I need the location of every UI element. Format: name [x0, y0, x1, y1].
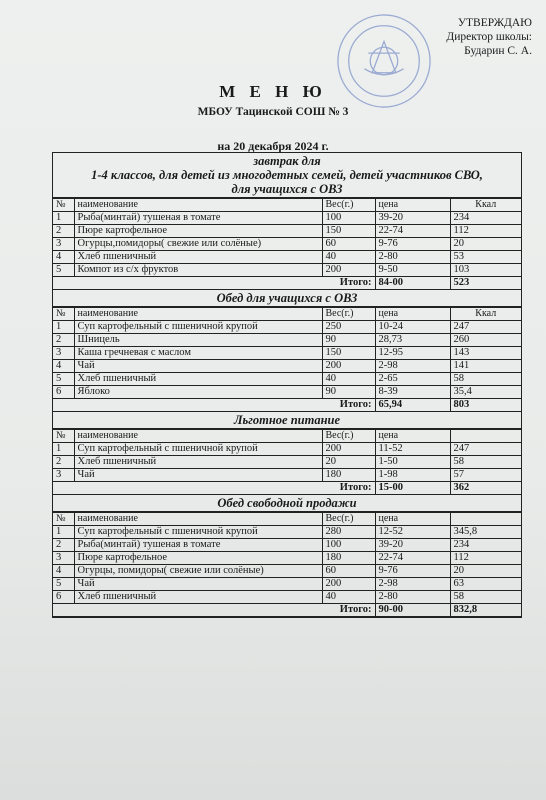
dish-name: Рыба(минтай) тушеная в томате — [74, 212, 322, 225]
column-header: наименование — [74, 199, 322, 212]
dish-price: 39-20 — [375, 539, 450, 552]
row-number: 2 — [53, 539, 74, 552]
row-number: 1 — [53, 212, 74, 225]
section-heading — [53, 412, 521, 429]
section-heading-line: 1-4 классов, для детей из многодетных семей, детей участников СВО, — [91, 168, 483, 182]
column-header — [450, 513, 521, 526]
dish-price: 2-80 — [375, 251, 450, 264]
dish-weight: 200 — [322, 443, 375, 456]
row-number: 5 — [53, 373, 74, 386]
row-number: 1 — [53, 321, 74, 334]
table-row — [53, 264, 521, 277]
dish-kcal: 112 — [450, 225, 521, 238]
table-row — [53, 443, 521, 456]
table-header-row — [53, 308, 521, 321]
dish-name: Пюре картофельное — [74, 225, 322, 238]
dish-name: Огурцы, помидоры( свежие или солёные) — [74, 565, 322, 578]
column-header: наименование — [74, 430, 322, 443]
row-number: 4 — [53, 251, 74, 264]
dish-kcal: 247 — [450, 321, 521, 334]
dish-weight: 60 — [322, 565, 375, 578]
dish-name: Хлеб пшеничный — [74, 251, 322, 264]
dish-name: Хлеб пшеничный — [74, 456, 322, 469]
section-heading — [53, 495, 521, 512]
dish-kcal: 58 — [450, 591, 521, 604]
table-row — [53, 591, 521, 604]
total-price: 84-00 — [375, 277, 450, 290]
dish-kcal: 143 — [450, 347, 521, 360]
dish-kcal: 141 — [450, 360, 521, 373]
dish-name: Яблоко — [74, 386, 322, 399]
dish-price: 9-76 — [375, 238, 450, 251]
total-label: Итого: — [53, 277, 375, 290]
dish-price: 22-74 — [375, 225, 450, 238]
row-number: 5 — [53, 264, 74, 277]
dish-kcal: 260 — [450, 334, 521, 347]
approval-position: Директор школы: — [446, 31, 532, 43]
dish-weight: 150 — [322, 225, 375, 238]
dish-price: 2-80 — [375, 591, 450, 604]
row-number: 6 — [53, 591, 74, 604]
dish-weight: 180 — [322, 552, 375, 565]
row-number: 1 — [53, 443, 74, 456]
column-header: Вес(г.) — [322, 308, 375, 321]
dish-weight: 200 — [322, 578, 375, 591]
section-heading — [53, 290, 521, 307]
table-row — [53, 225, 521, 238]
dish-name: Шницель — [74, 334, 322, 347]
dish-kcal: 103 — [450, 264, 521, 277]
section-table — [53, 512, 521, 617]
dish-kcal: 35,4 — [450, 386, 521, 399]
dish-kcal: 58 — [450, 456, 521, 469]
row-number: 1 — [53, 526, 74, 539]
table-header-row — [53, 430, 521, 443]
row-number: 3 — [53, 469, 74, 482]
table-row — [53, 578, 521, 591]
dish-weight: 100 — [322, 539, 375, 552]
column-header: № — [53, 513, 74, 526]
dish-kcal: 57 — [450, 469, 521, 482]
dish-weight: 250 — [322, 321, 375, 334]
table-row — [53, 238, 521, 251]
dish-weight: 280 — [322, 526, 375, 539]
total-row — [53, 482, 521, 495]
row-number: 3 — [53, 238, 74, 251]
section-table — [53, 307, 521, 412]
page-title: М Е Н Ю — [219, 82, 327, 101]
row-number: 2 — [53, 456, 74, 469]
total-label: Итого: — [53, 482, 375, 495]
total-kcal: 362 — [450, 482, 521, 495]
table-row — [53, 526, 521, 539]
dish-weight: 100 — [322, 212, 375, 225]
dish-weight: 20 — [322, 456, 375, 469]
row-number: 5 — [53, 578, 74, 591]
column-header: цена — [375, 430, 450, 443]
table-row — [53, 334, 521, 347]
section-heading-line: Льготное питание — [233, 413, 341, 427]
column-header: Вес(г.) — [322, 513, 375, 526]
section-table — [53, 198, 521, 290]
section-heading-line: Обед для учащихся с ОВЗ — [216, 291, 358, 305]
dish-price: 2-98 — [375, 578, 450, 591]
section-heading-line: Обед свободной продажи — [217, 496, 357, 510]
column-header: № — [53, 308, 74, 321]
dish-price: 22-74 — [375, 552, 450, 565]
dish-price: 9-76 — [375, 565, 450, 578]
table-row — [53, 565, 521, 578]
column-header: наименование — [74, 308, 322, 321]
table-row — [53, 212, 521, 225]
menu-table — [52, 152, 522, 618]
row-number: 6 — [53, 386, 74, 399]
dish-kcal: 20 — [450, 565, 521, 578]
dish-kcal: 247 — [450, 443, 521, 456]
row-number: 4 — [53, 360, 74, 373]
approval-label: УТВЕРЖДАЮ — [457, 17, 532, 29]
section-heading-line: завтрак для — [253, 154, 321, 168]
dish-weight: 150 — [322, 347, 375, 360]
dish-price: 10-24 — [375, 321, 450, 334]
column-header: цена — [375, 308, 450, 321]
row-number: 3 — [53, 552, 74, 565]
table-header-row — [53, 199, 521, 212]
dish-name: Чай — [74, 469, 322, 482]
dish-name: Компот из с/х фруктов — [74, 264, 322, 277]
dish-price: 9-50 — [375, 264, 450, 277]
total-kcal: 523 — [450, 277, 521, 290]
dish-price: 12-95 — [375, 347, 450, 360]
total-row — [53, 604, 521, 617]
dish-weight: 90 — [322, 386, 375, 399]
dish-name: Чай — [74, 360, 322, 373]
row-number: 2 — [53, 225, 74, 238]
dish-price: 1-50 — [375, 456, 450, 469]
table-row — [53, 251, 521, 264]
dish-price: 8-39 — [375, 386, 450, 399]
dish-name: Огурцы,помидоры( свежие или солёные) — [74, 238, 322, 251]
dish-kcal: 53 — [450, 251, 521, 264]
total-kcal: 832,8 — [450, 604, 521, 617]
row-number: 2 — [53, 334, 74, 347]
table-row — [53, 360, 521, 373]
column-header: Ккал — [450, 199, 521, 212]
dish-weight: 60 — [322, 238, 375, 251]
table-header-row — [53, 513, 521, 526]
dish-name: Чай — [74, 578, 322, 591]
table-row — [53, 347, 521, 360]
table-row — [53, 552, 521, 565]
table-row — [53, 386, 521, 399]
column-header: Вес(г.) — [322, 199, 375, 212]
total-price: 65,94 — [375, 399, 450, 412]
dish-weight: 180 — [322, 469, 375, 482]
table-row — [53, 456, 521, 469]
dish-name: Суп картофельный с пшеничной крупой — [74, 526, 322, 539]
dish-kcal: 345,8 — [450, 526, 521, 539]
table-row — [53, 539, 521, 552]
dish-price: 39-20 — [375, 212, 450, 225]
dish-price: 2-65 — [375, 373, 450, 386]
menu-date: на 20 декабря 2024 г. — [217, 139, 329, 153]
total-kcal: 803 — [450, 399, 521, 412]
column-header: цена — [375, 199, 450, 212]
dish-name: Хлеб пшеничный — [74, 373, 322, 386]
approval-block — [446, 16, 532, 58]
row-number: 4 — [53, 565, 74, 578]
dish-kcal: 234 — [450, 539, 521, 552]
column-header: наименование — [74, 513, 322, 526]
dish-weight: 90 — [322, 334, 375, 347]
dish-price: 11-52 — [375, 443, 450, 456]
section-table — [53, 429, 521, 495]
column-header: Ккал — [450, 308, 521, 321]
total-row — [53, 277, 521, 290]
dish-name: Рыба(минтай) тушеная в томате — [74, 539, 322, 552]
table-row — [53, 373, 521, 386]
school-name: МБОУ Тацинской СОШ № 3 — [197, 106, 349, 118]
dish-name: Суп картофельный с пшеничной крупой — [74, 443, 322, 456]
total-price: 15-00 — [375, 482, 450, 495]
dish-name: Пюре картофельное — [74, 552, 322, 565]
dish-kcal: 63 — [450, 578, 521, 591]
dish-price: 28,73 — [375, 334, 450, 347]
dish-weight: 40 — [322, 373, 375, 386]
dish-kcal: 20 — [450, 238, 521, 251]
dish-weight: 200 — [322, 360, 375, 373]
dish-kcal: 112 — [450, 552, 521, 565]
total-price: 90-00 — [375, 604, 450, 617]
dish-kcal: 58 — [450, 373, 521, 386]
dish-price: 1-98 — [375, 469, 450, 482]
dish-weight: 200 — [322, 264, 375, 277]
dish-name: Хлеб пшеничный — [74, 591, 322, 604]
total-label: Итого: — [53, 604, 375, 617]
column-header: № — [53, 430, 74, 443]
dish-weight: 40 — [322, 591, 375, 604]
approval-name: Бударин С. А. — [464, 45, 532, 57]
total-row — [53, 399, 521, 412]
row-number: 3 — [53, 347, 74, 360]
dish-price: 2-98 — [375, 360, 450, 373]
column-header: № — [53, 199, 74, 212]
dish-price: 12-52 — [375, 526, 450, 539]
section-heading-line: для учащихся с ОВЗ — [231, 182, 343, 196]
table-row — [53, 469, 521, 482]
total-label: Итого: — [53, 399, 375, 412]
dish-kcal: 234 — [450, 212, 521, 225]
dish-weight: 40 — [322, 251, 375, 264]
dish-name: Суп картофельный с пшеничной крупой — [74, 321, 322, 334]
table-row — [53, 321, 521, 334]
column-header: цена — [375, 513, 450, 526]
section-heading — [53, 153, 521, 198]
column-header: Вес(г.) — [322, 430, 375, 443]
dish-name: Каша гречневая с маслом — [74, 347, 322, 360]
column-header — [450, 430, 521, 443]
